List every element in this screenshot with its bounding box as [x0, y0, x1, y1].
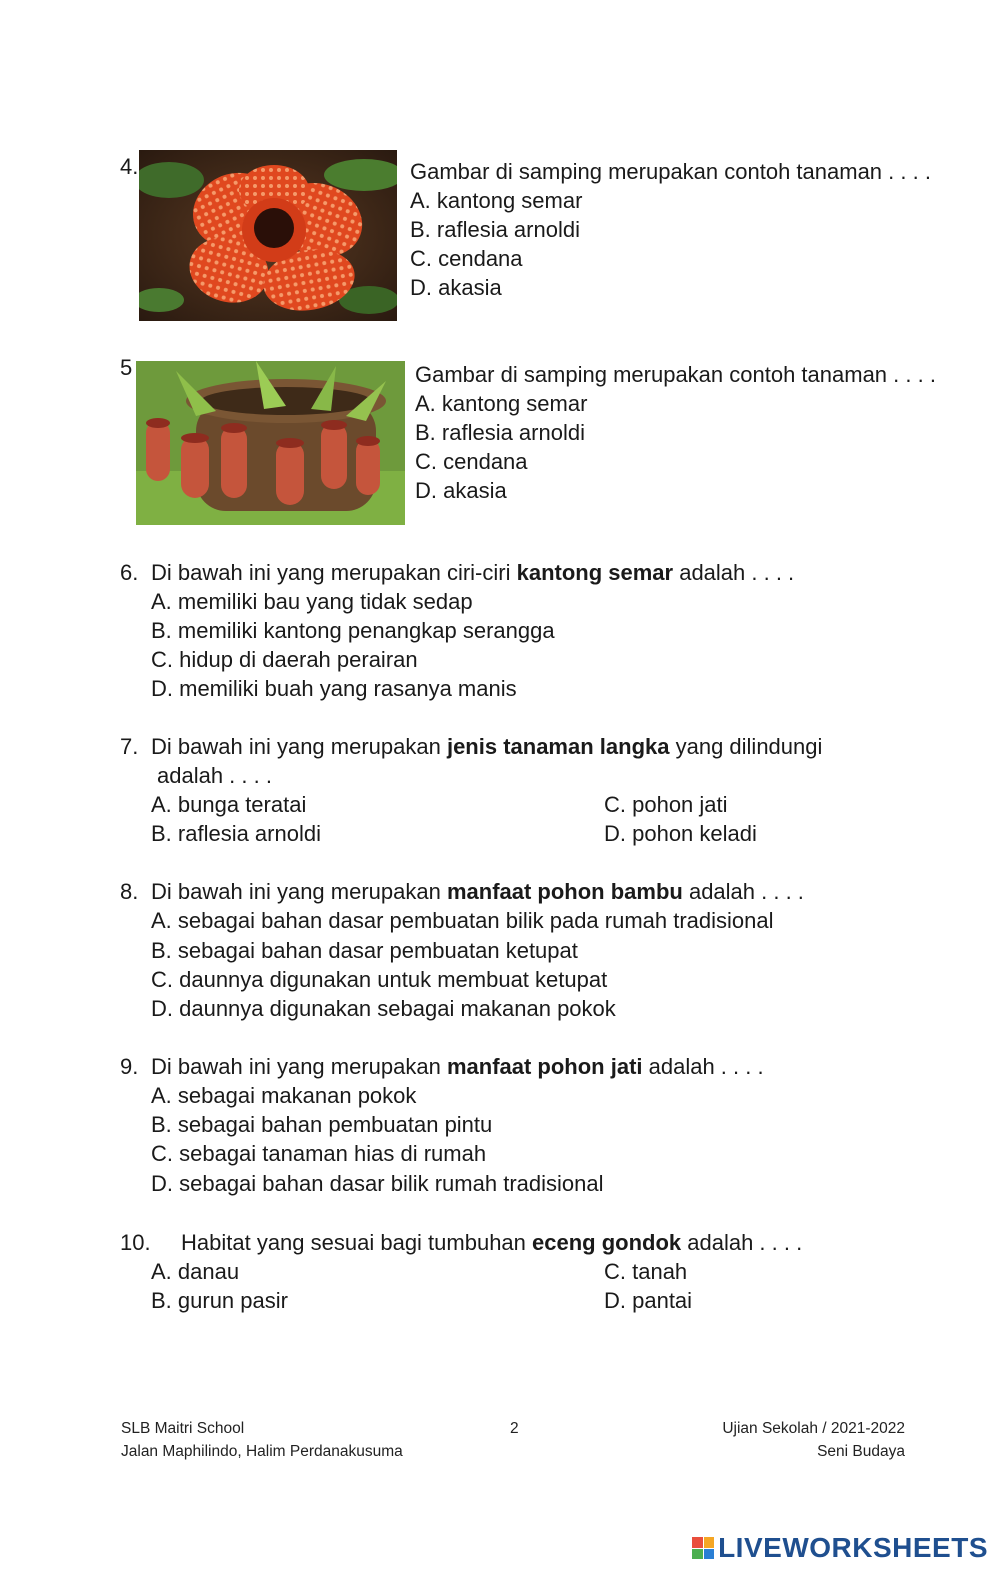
q5-prompt: Gambar di samping merupakan contoh tanaman . . . . — [415, 362, 936, 387]
q8-option-c[interactable]: C. daunnya digunakan untuk membuat ketupat — [151, 967, 608, 992]
q6-number: 6. — [120, 560, 139, 585]
q5-option-d[interactable]: D. akasia — [415, 478, 507, 503]
q9-option-b[interactable]: B. sebagai bahan pembuatan pintu — [151, 1112, 493, 1137]
q7-option-b[interactable]: B. raflesia arnoldi — [151, 821, 321, 846]
q10-option-a[interactable]: A. danau — [151, 1259, 240, 1284]
q10-option-d[interactable]: D. pantai — [604, 1288, 693, 1313]
q5-option-b[interactable]: B. raflesia arnoldi — [415, 420, 585, 445]
q7-prompt: Di bawah ini yang merupakan jenis tanaman langka yang dilindungi — [151, 734, 823, 759]
footer-page-number: 2 — [510, 1420, 519, 1437]
q9-prompt: Di bawah ini yang merupakan manfaat pohon jati adalah . . . . — [151, 1054, 764, 1079]
q9-option-d[interactable]: D. sebagai bahan dasar bilik rumah tradisional — [151, 1171, 604, 1196]
q6-prompt: Di bawah ini yang merupakan ciri-ciri kantong semar adalah . . . . — [151, 560, 795, 585]
q5-option-c[interactable]: C. cendana — [415, 449, 528, 474]
q10-option-b[interactable]: B. gurun pasir — [151, 1288, 288, 1313]
q6-option-c[interactable]: C. hidup di daerah perairan — [151, 647, 418, 672]
q4-number: 4. — [120, 154, 139, 179]
q6-option-a[interactable]: A. memiliki bau yang tidak sedap — [151, 589, 473, 614]
q10-option-c[interactable]: C. tanah — [604, 1259, 688, 1284]
q4-option-c[interactable]: C. cendana — [410, 246, 523, 271]
footer-subject: Seni Budaya — [817, 1443, 905, 1460]
q8-option-a[interactable]: A. sebagai bahan dasar pembuatan bilik pada rumah tradisional — [151, 908, 774, 933]
rafflesia-image — [139, 150, 397, 321]
liveworksheets-wordmark: LIVEWORKSHEETS — [718, 1532, 988, 1563]
pitcher-plant-image — [136, 361, 405, 525]
q4-option-d[interactable]: D. akasia — [410, 275, 502, 300]
q5-number: 5 — [120, 355, 133, 380]
q8-number: 8. — [120, 879, 139, 904]
q7-option-c[interactable]: C. pohon jati — [604, 792, 728, 817]
q8-option-b[interactable]: B. sebagai bahan dasar pembuatan ketupat — [151, 938, 578, 963]
q9-number: 9. — [120, 1054, 139, 1079]
q10-number: 10. — [120, 1230, 151, 1255]
q4-prompt: Gambar di samping merupakan contoh tanaman . . . . — [410, 159, 931, 184]
q8-option-d[interactable]: D. daunnya digunakan sebagai makanan pokok — [151, 996, 616, 1021]
liveworksheets-logo — [692, 1532, 988, 1564]
liveworksheets-icon — [692, 1537, 714, 1559]
footer-address: Jalan Maphilindo, Halim Perdanakusuma — [121, 1443, 403, 1460]
q5-option-a[interactable]: A. kantong semar — [415, 391, 588, 416]
q7-prompt-line2: adalah . . . . — [157, 763, 272, 788]
q4-option-a[interactable]: A. kantong semar — [410, 188, 583, 213]
q6-option-d[interactable]: D. memiliki buah yang rasanya manis — [151, 676, 517, 701]
q6-option-b[interactable]: B. memiliki kantong penangkap serangga — [151, 618, 555, 643]
q7-number: 7. — [120, 734, 139, 759]
q8-prompt: Di bawah ini yang merupakan manfaat pohon bambu adalah . . . . — [151, 879, 804, 904]
q9-option-a[interactable]: A. sebagai makanan pokok — [151, 1083, 417, 1108]
footer-school: SLB Maitri School — [121, 1420, 245, 1437]
footer-exam: Ujian Sekolah / 2021-2022 — [722, 1420, 905, 1437]
q10-prompt: Habitat yang sesuai bagi tumbuhan eceng gondok adalah . . . . — [181, 1230, 803, 1255]
q9-option-c[interactable]: C. sebagai tanaman hias di rumah — [151, 1141, 487, 1166]
q7-option-d[interactable]: D. pohon keladi — [604, 821, 757, 846]
q4-option-b[interactable]: B. raflesia arnoldi — [410, 217, 580, 242]
q7-option-a[interactable]: A. bunga teratai — [151, 792, 307, 817]
